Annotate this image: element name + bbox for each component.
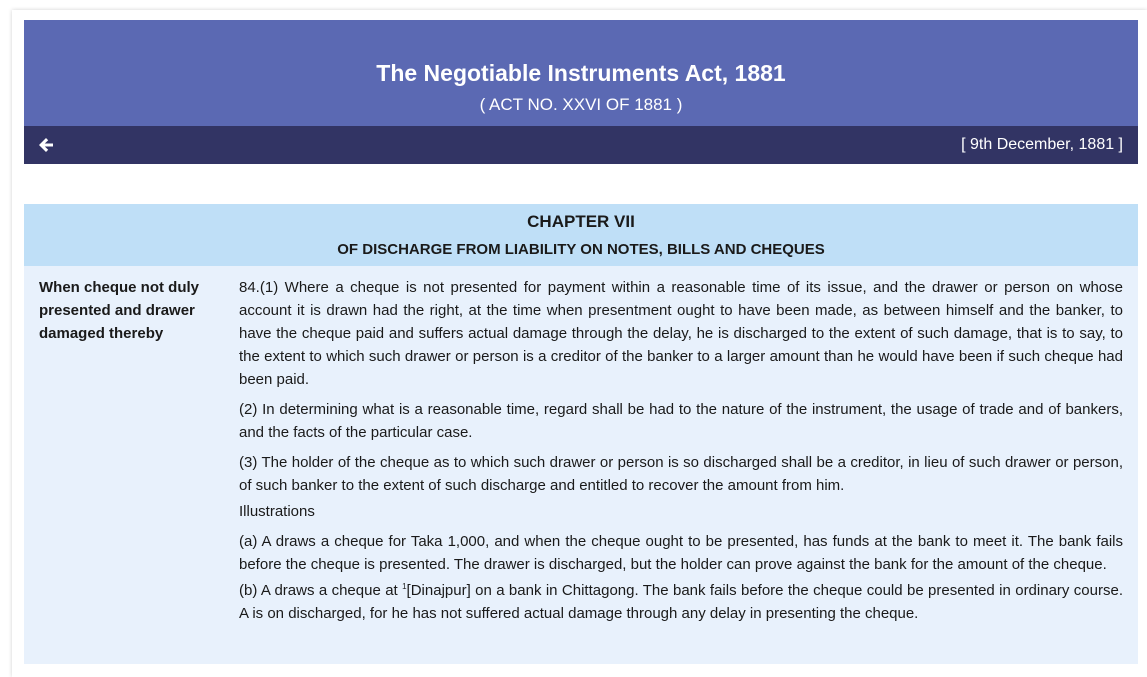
- footnote-marker[interactable]: 1: [402, 582, 407, 591]
- chapter-section: [24, 204, 1138, 664]
- act-header: [24, 20, 1138, 164]
- illustration-a: (a) A draws a cheque for Taka 1,000, and when the cheque ought to be presented, has funds at the bank to meet it. The bank fails before the cheque is presented. The drawer is discharged, but the holder can prove against the bank for the amount of the cheque.: [239, 533, 1123, 573]
- act-title: The Negotiable Instruments Act, 1881: [376, 60, 786, 86]
- chapter-subtitle: OF DISCHARGE FROM LIABILITY ON NOTES, BILLS AND CHEQUES: [337, 241, 825, 258]
- act-number: ( ACT NO. XXVI OF 1881 ): [479, 95, 683, 114]
- chapter-header: [24, 204, 1138, 266]
- illustration-b-text: [Dinajpur] on a bank in Chittagong. The bank fails before the cheque could be presented in ordinary course. A is on discharged, for he has not suffered actual damage through any delay in presenting the cheque.: [239, 582, 1123, 622]
- section-side-title: When cheque not duly presented and drawer damaged thereby: [39, 279, 199, 342]
- illustrations-label: Illustrations: [239, 503, 315, 520]
- act-date: [ 9th December, 1881 ]: [961, 136, 1123, 153]
- section-paragraph-2: (2) In determining what is a reasonable time, regard shall be had to the nature of the instrument, the usage of trade and of bankers, and the facts of the particular case.: [239, 401, 1123, 441]
- illustration-b: [239, 579, 1123, 625]
- chapter-title: CHAPTER VII: [527, 212, 635, 231]
- illustration-b-prefix: (b) A draws a cheque at: [239, 582, 403, 599]
- header-bar: [24, 126, 1138, 164]
- arrow-left-icon[interactable]: [36, 135, 56, 155]
- section-body: [239, 276, 1123, 632]
- section-paragraph-1: 84.(1) Where a cheque is not presented for payment within a reasonable time of its issue, and the drawer or person on whose account it is drawn had the right, at the time when presentment ought to have been made, as between himself and the banker, to have the cheque paid and suffers actual damage through the delay, he is discharged to the extent of such damage, that is to say, to the extent to which such drawer or person is a creditor of the banker to a larger amount than he would have been if such cheque had been paid.: [239, 279, 1123, 388]
- section-paragraph-3: (3) The holder of the cheque as to which such drawer or person is so discharged shall be a creditor, in lieu of such drawer or person, of such banker to the extent of such discharge and entitled to recover the amount from him.: [239, 454, 1123, 494]
